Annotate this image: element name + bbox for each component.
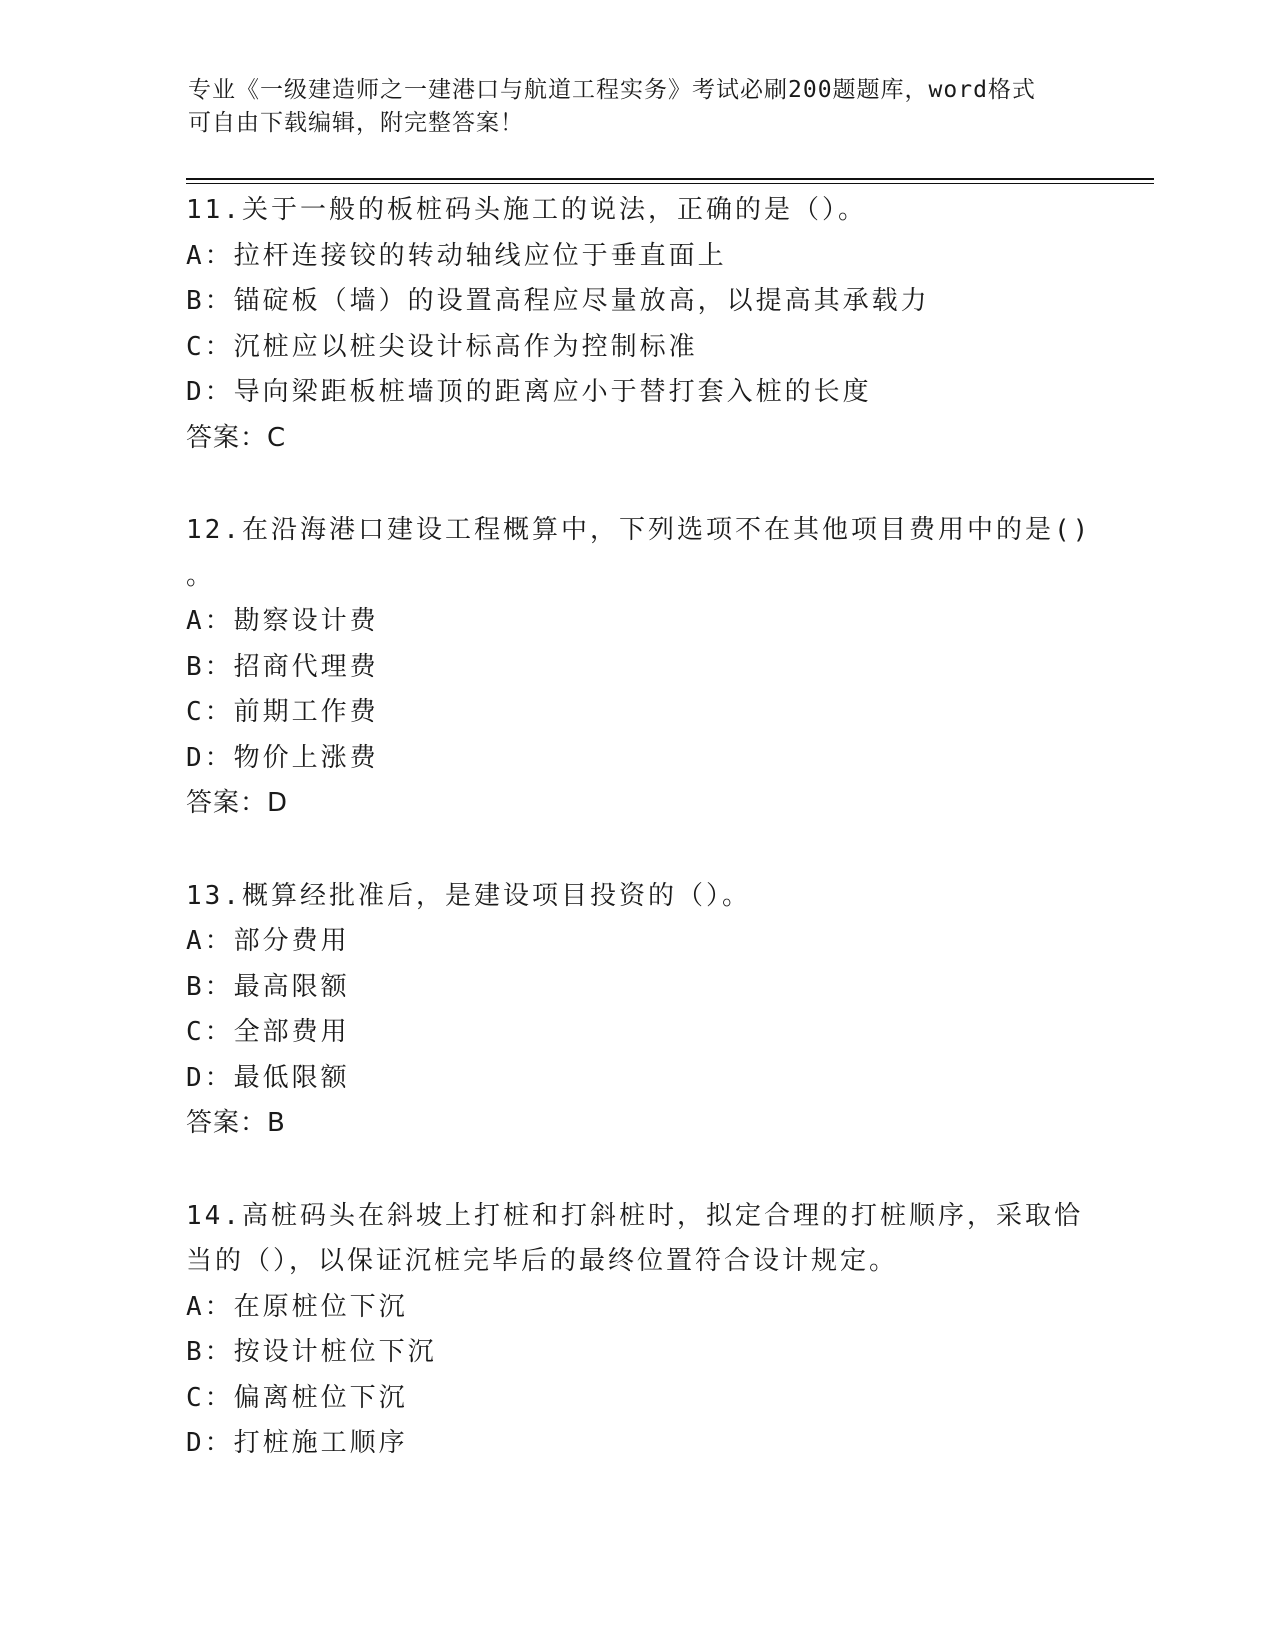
question-stem: 14.高桩码头在斜坡上打桩和打斜桩时，拟定合理的打桩顺序，采取恰: [186, 1200, 1083, 1231]
header-line-1: 专业《一级建造师之一建港口与航道工程实务》考试必刷200题题库，word格式: [188, 77, 1036, 103]
question-stem: 13.概算经批准后，是建设项目投资的（）。: [186, 880, 751, 911]
option-d: D：导向梁距板桩墙顶的距离应小于替打套入桩的长度: [186, 377, 872, 407]
option-b: B：锚碇板（墙）的设置高程应尽量放高，以提高其承载力: [186, 286, 930, 316]
question-13: [186, 874, 1086, 1147]
question-list: [186, 188, 1092, 1514]
option-a: A：部分费用: [186, 926, 350, 956]
header-divider-thick: [186, 178, 1154, 180]
question-14: [186, 1194, 1086, 1467]
answer-label: 答案：B: [186, 1108, 286, 1138]
answer-label: 答案：D: [186, 788, 289, 818]
option-d: D：最低限额: [186, 1062, 350, 1093]
question-12: [186, 508, 1092, 827]
option-a: A：拉杆连接铰的转动轴线应位于垂直面上: [186, 240, 727, 271]
option-c: C：偏离桩位下沉: [186, 1382, 408, 1413]
question-stem-continuation: 。: [186, 560, 216, 591]
option-b: B：招商代理费: [186, 651, 379, 682]
option-d: D：物价上涨费: [186, 742, 379, 773]
header-line-2: 可自由下载编辑，附完整答案！: [188, 110, 524, 136]
option-c: C：沉桩应以桩尖设计标高作为控制标准: [186, 331, 698, 362]
option-d: D：打桩施工顺序: [186, 1428, 408, 1458]
header-divider-thin: [186, 183, 1154, 184]
document-header: [188, 74, 1068, 140]
question-stem-continuation: 当的（），以保证沉桩完毕后的最终位置符合设计规定。: [186, 1246, 899, 1276]
option-c: C：全部费用: [186, 1017, 350, 1047]
question-stem: 12.在沿海港口建设工程概算中，下列选项不在其他项目费用中的是(): [186, 515, 1092, 545]
option-b: B：按设计桩位下沉: [186, 1337, 437, 1367]
option-c: C：前期工作费: [186, 697, 379, 727]
answer-label: 答案：C: [186, 422, 287, 453]
question-stem: 11.关于一般的板桩码头施工的说法，正确的是（）。: [186, 195, 867, 225]
option-a: A：勘察设计费: [186, 606, 379, 636]
question-11: [186, 188, 1086, 461]
option-b: B：最高限额: [186, 971, 350, 1002]
option-a: A：在原桩位下沉: [186, 1291, 408, 1322]
